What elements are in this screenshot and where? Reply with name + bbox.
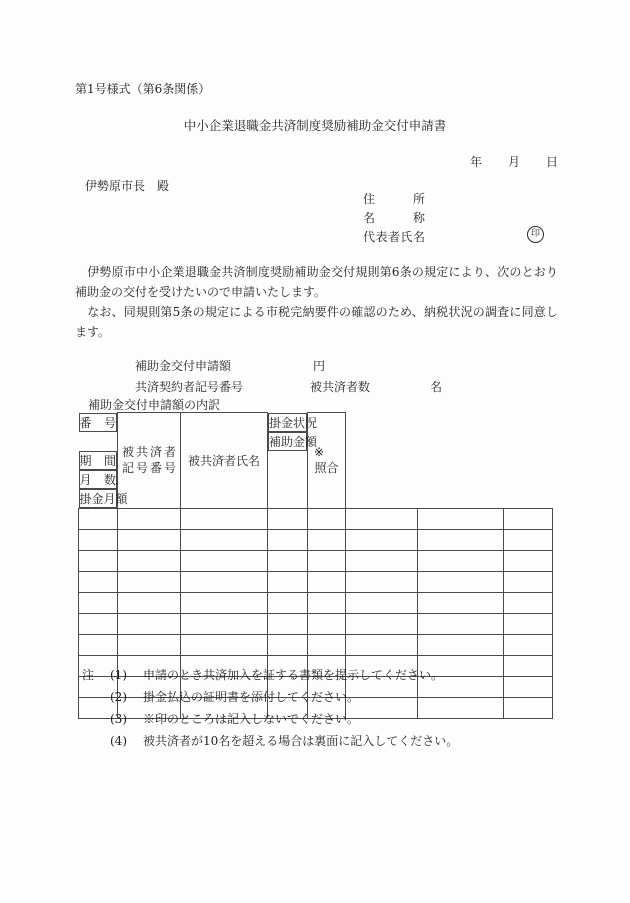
table-cell-empty xyxy=(118,571,181,592)
table-cell-empty xyxy=(79,550,118,571)
table-cell-empty xyxy=(418,529,504,550)
table-cell-empty xyxy=(346,508,418,529)
note-text: 掛金払込の証明書を添付してください。 xyxy=(143,690,360,704)
table-cell-empty xyxy=(308,571,346,592)
note-item xyxy=(82,686,458,708)
contractor-number-label: 共済契約者記号番号 xyxy=(135,380,244,394)
table-cell-empty xyxy=(504,676,553,697)
table-cell-empty xyxy=(504,550,553,571)
table-cell-empty xyxy=(418,634,504,655)
note-number: (3) xyxy=(110,712,127,726)
table-row xyxy=(79,571,553,592)
table-cell-empty xyxy=(308,550,346,571)
table-row xyxy=(79,634,553,655)
seal-character: 印 xyxy=(530,229,540,239)
table-row xyxy=(79,592,553,613)
table-cell-empty xyxy=(504,613,553,634)
table-cell-empty xyxy=(118,550,181,571)
col-header-insured-code-line1: 被 共 済 者 xyxy=(122,445,176,460)
table-cell-empty xyxy=(268,529,308,550)
table-cell-empty xyxy=(308,508,346,529)
date-year-label: 年 xyxy=(470,155,483,169)
col-header-period: 期 間 xyxy=(79,451,118,470)
body-paragraphs xyxy=(75,262,558,342)
table-cell-empty xyxy=(118,613,181,634)
col-header-number: 番 号 xyxy=(79,413,118,432)
table-header-row-1 xyxy=(79,413,553,451)
form-number: 第1号様式（第6条関係） xyxy=(75,82,211,96)
table-cell-empty xyxy=(346,529,418,550)
table-row xyxy=(79,550,553,571)
table-cell-empty xyxy=(346,613,418,634)
table-cell-empty xyxy=(181,508,268,529)
note-text: 申請のとき共済加入を証する書類を提示してください。 xyxy=(143,668,444,682)
col-header-monthly-premium: 掛 金 月 額 xyxy=(79,489,118,508)
paragraph-tax-consent: なお、同規則第5条の規定による市税完納要件の確認のため、納税状況の調査に同意します。 xyxy=(75,305,558,339)
date-month-label: 月 xyxy=(508,155,521,169)
table-cell-empty xyxy=(268,592,308,613)
table-cell-empty xyxy=(308,592,346,613)
table-cell-empty xyxy=(79,571,118,592)
persons-unit-label: 名 xyxy=(430,380,443,394)
table-cell-empty xyxy=(268,571,308,592)
col-header-insured-name: 被共済者氏名 xyxy=(181,413,268,509)
page-title: 中小企業退職金共済制度奨励補助金交付申請書 xyxy=(183,118,447,133)
table-cell-empty xyxy=(268,634,308,655)
note-number: (4) xyxy=(110,734,127,748)
company-name-label: 名 称 xyxy=(363,211,425,225)
addressee-mayor: 伊勢原市長 殿 xyxy=(85,179,170,193)
table-cell-empty xyxy=(118,634,181,655)
breakdown-table-title: 補助金交付申請額の内訳 xyxy=(88,398,221,412)
col-header-insured-code-line2: 記 号 番 号 xyxy=(122,461,176,476)
representative-name-label: 代 表 者 氏 名 xyxy=(363,230,425,244)
address-label: 住 所 xyxy=(363,192,425,206)
col-header-premium-status: 掛 金 状 況 xyxy=(268,413,307,432)
yen-unit-label: 円 xyxy=(313,359,326,373)
table-cell-empty xyxy=(79,613,118,634)
table-cell-empty xyxy=(308,634,346,655)
table-cell-empty xyxy=(181,634,268,655)
col-header-collation-label: 照合 xyxy=(314,461,339,476)
table-cell-empty xyxy=(181,550,268,571)
col-header-subsidy-amount: 補 助 金 額 xyxy=(268,432,307,451)
table-cell-empty xyxy=(181,613,268,634)
note-item xyxy=(82,664,458,686)
table-cell-empty xyxy=(308,529,346,550)
table-cell-empty xyxy=(418,550,504,571)
table-cell-empty xyxy=(79,592,118,613)
table-row xyxy=(79,613,553,634)
table-cell-empty xyxy=(268,508,308,529)
notes-label: 注 xyxy=(82,668,95,682)
table-cell-empty xyxy=(118,592,181,613)
col-header-months: 月 数 xyxy=(79,470,118,489)
note-text: 被共済者が10名を超える場合は裏面に記入してください。 xyxy=(143,734,459,748)
table-cell-empty xyxy=(504,634,553,655)
applicant-block xyxy=(363,190,425,247)
note-item xyxy=(82,708,458,730)
table-cell-empty xyxy=(418,508,504,529)
note-number: (2) xyxy=(110,690,127,704)
table-cell-empty xyxy=(118,508,181,529)
table-cell-empty xyxy=(79,529,118,550)
note-text: ※印のところは記入しないでください。 xyxy=(143,712,360,726)
table-cell-empty xyxy=(346,550,418,571)
table-row xyxy=(79,529,553,550)
table-row xyxy=(79,508,553,529)
table-cell-empty xyxy=(181,571,268,592)
table-cell-empty xyxy=(504,592,553,613)
table-cell-empty xyxy=(181,529,268,550)
reference-mark-icon: ※ xyxy=(314,445,325,460)
table-cell-empty xyxy=(268,613,308,634)
table-cell-empty xyxy=(418,613,504,634)
table-cell-empty xyxy=(308,613,346,634)
insured-count-label: 被共済者数 xyxy=(310,380,371,394)
date-line xyxy=(470,153,558,170)
seal-mark-icon xyxy=(527,226,544,243)
application-amount-label: 補助金交付申請額 xyxy=(135,359,232,373)
note-item xyxy=(82,730,458,752)
table-cell-empty xyxy=(268,550,308,571)
table-cell-empty xyxy=(418,571,504,592)
date-day-label: 日 xyxy=(546,155,559,169)
table-cell-empty xyxy=(504,655,553,676)
table-cell-empty xyxy=(118,529,181,550)
table-cell-empty xyxy=(346,592,418,613)
table-cell-empty xyxy=(504,529,553,550)
table-cell-empty xyxy=(79,508,118,529)
table-cell-empty xyxy=(418,592,504,613)
paragraph-application: 伊勢原市中小企業退職金共済制度奨励補助金交付規則第6条の規定により、次のとおり補助金の交付を受けたいので申請いたします。 xyxy=(75,265,558,299)
table-cell-empty xyxy=(79,634,118,655)
note-number: (1) xyxy=(110,668,127,682)
table-cell-empty xyxy=(346,634,418,655)
table-cell-empty xyxy=(504,571,553,592)
table-cell-empty xyxy=(346,571,418,592)
notes-section xyxy=(82,664,458,752)
table-cell-empty xyxy=(504,697,553,718)
table-cell-empty xyxy=(504,508,553,529)
table-cell-empty xyxy=(181,592,268,613)
